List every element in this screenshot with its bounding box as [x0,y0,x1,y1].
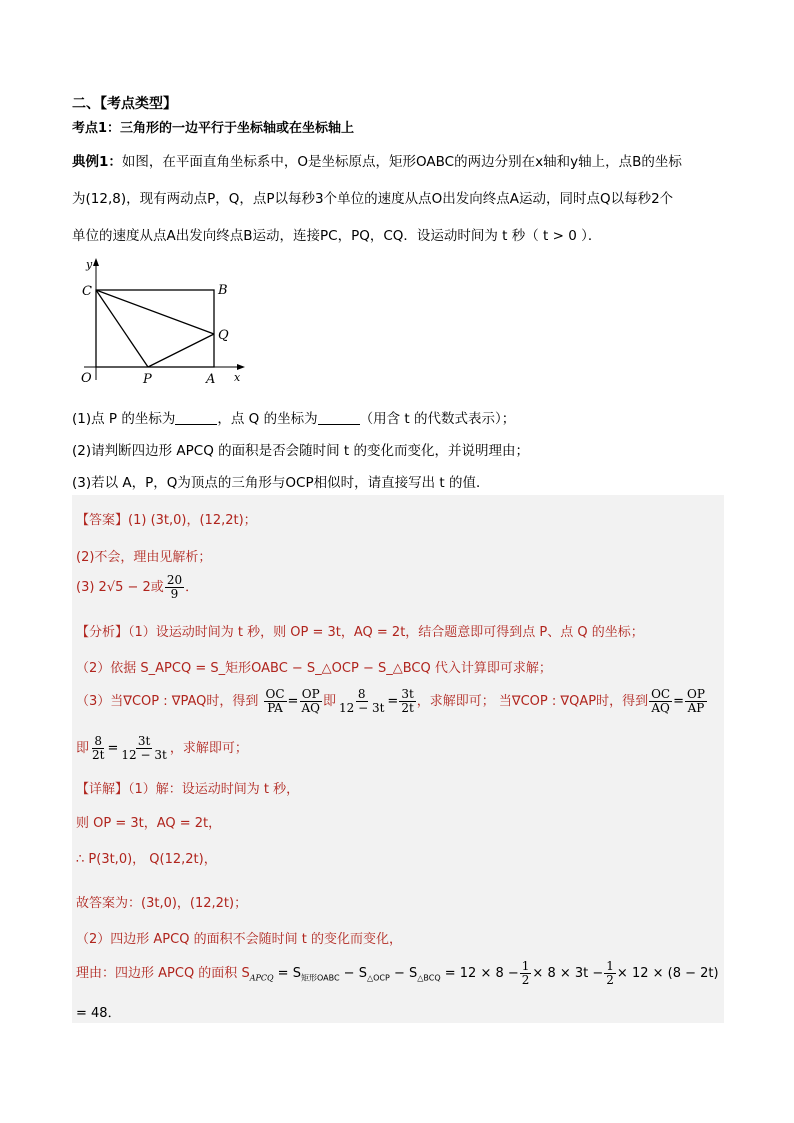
detail-line-4: 故答案为：(3t,0)，(12,2t)； [76,896,248,911]
label-b: B [218,283,228,298]
detail-line-3: ∴ P(3t,0)， Q(12,2t)， [76,852,217,867]
fraction-oc-aq: $\frac{OC}{AQ}$ [651,687,671,715]
question-3: (3)若以 A，P，Q为顶点的三角形与OCP相似时，请直接写出 t 的值． [72,475,490,491]
label-o: O [81,371,92,386]
analysis-line-2: （2）依据 S_APCQ = S_矩形OABC − S_△OCP − S_△BCQ 代入计算即可求解； [76,661,552,676]
answer-tag: 【答案】 [76,513,129,528]
example-label: 典例1： [72,154,122,170]
question-1: (1)点 P 的坐标为 ，点 Q 的坐标为 （用含 t 的代数式表示）； [72,411,516,427]
fraction-3t-12m3t: $\frac{3t}{12 - 3t}$ [121,734,167,762]
label-y: y [86,258,93,271]
section-title: 二、【考点类型】 [72,96,177,112]
rectangle-oabc [96,290,214,367]
label-x: x [234,371,241,384]
problem-line-3: 单位的速度从点A出发向终点B运动，连接PC，PQ，CQ．设运动时间为 t 秒（ t > 0 ）． [72,228,602,244]
problem-line-2: 为(12,8)，现有两动点P，Q，点P以每秒3个单位的速度从点O出发向终点A运动，同时点Q以每秒2个 [72,191,674,207]
detail-line-7: = 48． [76,1006,121,1021]
problem-line-1 [72,153,724,172]
fraction-20-9: $\frac{20}{9}$ [166,573,183,601]
label-c: C [82,284,92,299]
fraction-half-1: $\frac{1}{2}$ [521,959,530,987]
label-a: A [206,372,216,387]
fraction-op-aq: $\frac{OP}{AQ}$ [301,687,320,715]
segment-cq [96,290,214,334]
answer-line-1: 【答案】(1) (3t,0)，(12,2t)； [76,513,257,528]
coordinate-figure [74,255,254,390]
fraction-op-ap: $\frac{OP}{AP}$ [687,687,705,715]
analysis-tag: 【分析】 [76,625,129,640]
fraction-oc-pa: $\frac{OC}{PA}$ [265,687,285,715]
kaodian-heading: 考点1：三角形的一边平行于坐标轴或在坐标轴上 [72,121,355,136]
detail-tag: 【详解】 [76,782,129,797]
problem-text-1: 如图，在平面直角坐标系中，O是坐标原点，矩形OABC的两边分别在x轴和y轴上，点B的坐标 [121,154,682,170]
fraction-8-12m3t: $\frac{8}{12 - 3t}$ [338,687,385,715]
answer-line-3: (3) 2√5 − 2或 $\frac{20}{9}$ ． [76,573,199,601]
analysis-line-3: （3）当∇COP : ∇PAQ时，得到 $\frac{OC}{PA}$ = $\frac{OP}{AQ}$ 即 $\frac{8}{12 - 3t}$ = $\frac{3t}{2t}$ ，求解即可； 当∇COP : ∇QAP时，得到 $\frac{OC}{AQ}$ = $\frac{OP}{AP}$ [76,687,705,715]
question-2: (2)请判断四边形 APCQ 的面积是否会随时间 t 的变化而变化，并说明理由； [72,443,530,459]
detail-line-6: 理由：四边形 APCQ 的面积 $S_{APCQ} = S_{矩形OABC} - S_{\triangle OCP} - S_{\triangle BCQ} = 12 \times 8$ − $\frac{1}{2}$ × 8 × 3t − $\frac{1}{2}$ × 12 × (8 − 2t) [76,959,719,987]
detail-line-5: （2）四边形 APCQ 的面积不会随时间 t 的变化而变化， [76,932,402,947]
detail-line-2: 则 OP = 3t，AQ = 2t， [76,816,222,831]
fraction-8-2t: $\frac{8}{2t}$ [92,734,105,762]
label-q: Q [218,328,229,343]
label-p: P [143,372,152,387]
analysis-line-1: 【分析】（1）设运动时间为 t 秒，则 OP = 3t，AQ = 2t，结合题意即可得到点 P、点 Q 的坐标； [76,625,644,640]
y-axis-arrow [93,258,99,266]
blank-2 [318,412,360,425]
x-axis-arrow [237,364,245,370]
fraction-half-2: $\frac{1}{2}$ [606,959,614,987]
answer-line-2: (2)不会，理由见解析； [76,550,212,565]
analysis-line-4: 即 $\frac{8}{2t}$ = $\frac{3t}{12 - 3t}$ ，求解即可； [76,734,248,762]
blank-1 [175,412,217,425]
segment-cp [96,290,148,367]
detail-line-1: 【详解】（1）解：设运动时间为 t 秒， [76,782,300,797]
segment-pq [148,334,214,367]
fraction-3t-2t: $\frac{3t}{2t}$ [401,687,414,715]
